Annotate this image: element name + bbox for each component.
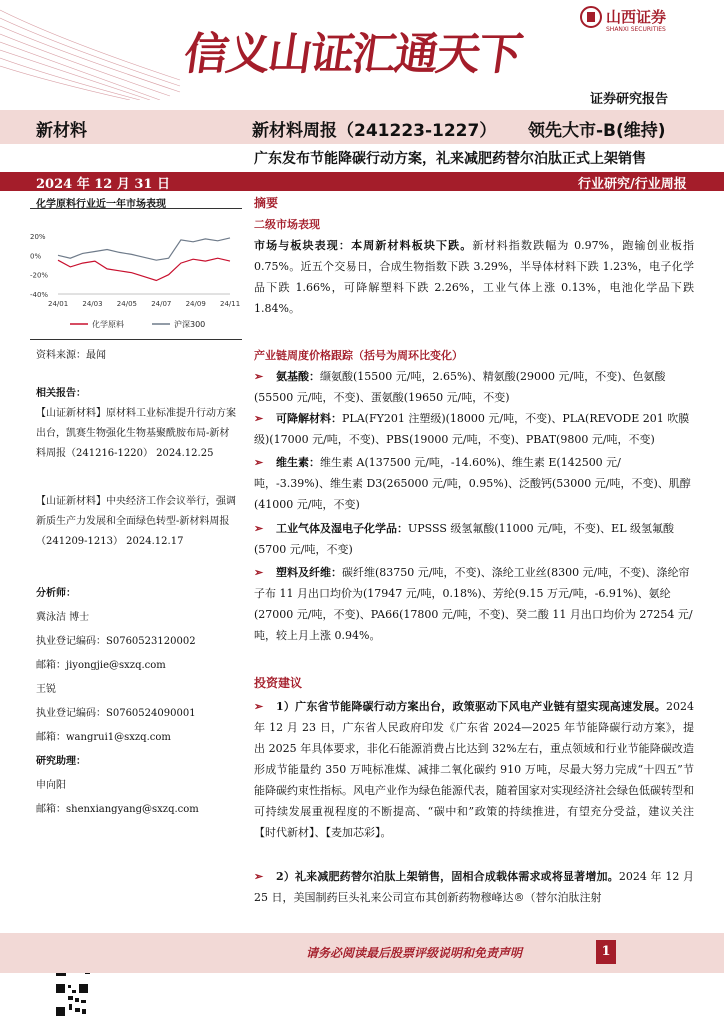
bullet-lead: 塑料及纤维： bbox=[276, 566, 342, 579]
chart-source: 资料来源：最闻 bbox=[36, 350, 106, 361]
x-tick-label: 24/09 bbox=[185, 300, 206, 308]
market-paragraph bbox=[254, 235, 694, 319]
arrow-icon: ➢ bbox=[254, 700, 264, 713]
series-line bbox=[58, 238, 230, 260]
abstract-title: 摘要 bbox=[254, 196, 279, 210]
chart-title: 化学原料行业近一年市场表现 bbox=[36, 199, 166, 210]
divider bbox=[30, 339, 242, 340]
report-category: 行业研究/行业周报 bbox=[578, 177, 687, 192]
qr-code-icon bbox=[54, 982, 90, 1018]
bullet-industrial-gases bbox=[254, 518, 694, 560]
point-text: 2024 年 12 月 23 日，广东省人民政府印发《广东省 2024—2025 年节能降碳行动方案》，提出 2025 年具体要求，非化石能源消费占比达到 32%左右，重点领域和行业节能降碳改造形成节能量约 350 万吨标准煤、减排二氧化碳约 910 万吨，尽最大努力完成“十四五”节能降碳约束性指标。风电产业作为绿色能源代表，随着国家对实现经济社会绿色低碳转型和可持续发展重视程度的不断提高、“碳中和”政策的持续推进，有望充分受益，建议关注【时代新材】、【麦加芯彩】。 bbox=[254, 700, 694, 839]
bullet-text: 碳纤维(83750 元/吨，不变)、涤纶工业丝(8300 元/吨，不变)、涤纶帘子布 11 月出口均价为(17947 元/吨，0.18%)、芳纶(9.15 万元/吨，-6.91%)、氨纶(27000 元/吨，不变)、PA66(17800 元/吨，不变)、癸二酸 11 月出口均价为 27254 元/吨，较上月上涨 0.94%。 bbox=[254, 566, 693, 642]
x-tick-label: 24/03 bbox=[82, 300, 103, 308]
analyst-email[interactable]: 邮箱：jiyongjie@sxzq.com bbox=[36, 660, 166, 671]
disclaimer-notice: 请务必阅读最后股票评级说明和免责声明 bbox=[306, 946, 523, 960]
divider bbox=[30, 208, 242, 209]
analyst-email[interactable]: 邮箱：wangrui1@sxzq.com bbox=[36, 732, 171, 743]
bullet-lead: 氨基酸： bbox=[276, 370, 320, 383]
x-tick-label: 24/11 bbox=[220, 300, 240, 308]
report-header bbox=[0, 0, 724, 110]
bullet-vitamins bbox=[254, 452, 694, 515]
x-tick-label: 24/07 bbox=[151, 300, 172, 308]
arrow-icon: ➢ bbox=[254, 456, 264, 469]
bullet-lead: 可降解材料： bbox=[276, 412, 342, 425]
series-line bbox=[58, 258, 230, 280]
assistant-email[interactable]: 邮箱：shenxiangyang@sxzq.com bbox=[36, 804, 199, 815]
company-logo-text: 山西证券 bbox=[606, 8, 667, 26]
report-date: 2024 年 12 月 31 日 bbox=[36, 177, 170, 192]
investment-point-2 bbox=[254, 866, 694, 908]
point-text: 2024 年 12 月 25 日，美国制药巨头礼来公司宣布其创新药物穆峰达®（替尔泊肽注射 bbox=[254, 870, 694, 904]
arrow-icon: ➢ bbox=[254, 412, 264, 425]
analyst-name: 冀泳洁 博士 bbox=[36, 612, 90, 623]
market-section-title: 二级市场表现 bbox=[254, 218, 320, 231]
assistant-name: 申向阳 bbox=[36, 780, 66, 791]
legend-label: 化学原料 bbox=[92, 320, 124, 329]
bullet-amino-acids bbox=[254, 366, 694, 408]
arrow-icon: ➢ bbox=[254, 870, 264, 883]
y-tick-label: -20% bbox=[30, 271, 49, 280]
point-lead: 2）礼来减肥药替尔泊肽上架销售，固相合成载体需求或将显著增加。 bbox=[276, 870, 619, 883]
bullet-plastics-fibers bbox=[254, 562, 694, 646]
assistant-title: 研究助理： bbox=[36, 756, 86, 767]
market-lead: 市场与板块表现：本周新材料板块下跌。 bbox=[254, 239, 473, 252]
market-text: 新材料指数跌幅为 0.97%，跑输创业板指 0.75%。近五个交易日，合成生物指数下跌 3.29%，半导体材料下跌 1.23%，电子化学品下跌 1.66%，可降解塑料下跌 2.26%，工业气体上涨 0.13%，电池化学品下跌 1.84%。 bbox=[254, 239, 694, 315]
y-tick-label: 20% bbox=[30, 233, 46, 241]
bullet-text: 缬氨酸(15500 元/吨，2.65%)、精氨酸(29000 元/吨，不变)、色氨酸(55500 元/吨，不变)、蛋氨酸(19650 元/吨，不变) bbox=[254, 370, 666, 404]
rating: 领先大市-B(维持) bbox=[528, 121, 666, 141]
bullet-lead: 工业气体及湿电子化学品： bbox=[276, 522, 408, 535]
company-logo-subtext: SHANXI SECURITIES bbox=[606, 26, 666, 33]
market-performance-chart bbox=[30, 232, 240, 336]
investment-section-title: 投资建议 bbox=[254, 676, 303, 690]
report-type: 证券研究报告 bbox=[590, 92, 669, 107]
bullet-text: 维生素 A(137500 元/吨，-14.60%)、维生素 E(142500 元/吨，-3.39%)、维生素 D3(265000 元/吨，0.95%)、泛酸钙(53000 元/吨，不变)、肌醇(41000 元/吨，不变) bbox=[254, 456, 691, 511]
analyst-name: 王锐 bbox=[36, 684, 56, 695]
bullet-text: UPSSS 级氢氟酸(11000 元/吨，不变)、EL 级氢氟酸(5700 元/吨，不变) bbox=[254, 522, 674, 556]
price-section-title: 产业链周度价格跟踪（括号为周环比变化） bbox=[254, 349, 463, 362]
related-report-link[interactable]: 【山证新材料】中央经济工作会议举行，强调新质生产力发展和全面绿色转型-新材料周报（241209-1213） 2024.12.17 bbox=[36, 496, 236, 547]
legend-label: 沪深300 bbox=[174, 320, 206, 329]
sector-name: 新材料 bbox=[36, 121, 87, 141]
company-logo-icon bbox=[580, 6, 602, 28]
bullet-text: PLA(FY201 注塑级)(18000 元/吨，不变)、PLA(REVODE 201 吹膜级)(17000 元/吨，不变)、PBS(19000 元/吨，不变)、PBAT(9800 元/吨，不变) bbox=[254, 412, 690, 446]
bullet-lead: 维生素： bbox=[276, 456, 320, 469]
arrow-icon: ➢ bbox=[254, 566, 264, 579]
page-number: 1 bbox=[596, 940, 616, 964]
decorative-waves bbox=[0, 0, 200, 100]
investment-point-1 bbox=[254, 696, 694, 843]
y-tick-label: -40% bbox=[30, 291, 49, 299]
x-tick-label: 24/05 bbox=[116, 300, 137, 308]
arrow-icon: ➢ bbox=[254, 370, 264, 383]
related-reports-title: 相关报告： bbox=[36, 388, 86, 399]
related-report-link[interactable]: 【山证新材料】原材料工业标准提升行动方案出台，凯赛生物强化生物基聚酰胺布局-新材料周报（241216-1220） 2024.12.25 bbox=[36, 408, 236, 459]
report-title: 新材料周报（241223-1227） bbox=[252, 121, 497, 141]
headline: 广东发布节能降碳行动方案，礼来减肥药替尔泊肽正式上架销售 bbox=[254, 151, 646, 167]
slogan: 信义山证汇通天下 bbox=[180, 29, 524, 80]
analyst-registration: 执业登记编码：S0760524090001 bbox=[36, 708, 196, 719]
point-lead: 1）广东省节能降碳行动方案出台，政策驱动下风电产业链有望实现高速发展。 bbox=[276, 700, 666, 713]
x-tick-label: 24/01 bbox=[48, 300, 69, 308]
arrow-icon: ➢ bbox=[254, 522, 264, 535]
y-tick-label: 0% bbox=[30, 252, 42, 261]
analysts-title: 分析师： bbox=[36, 588, 76, 599]
analyst-registration: 执业登记编码：S0760523120002 bbox=[36, 636, 196, 647]
bullet-degradable bbox=[254, 408, 694, 450]
